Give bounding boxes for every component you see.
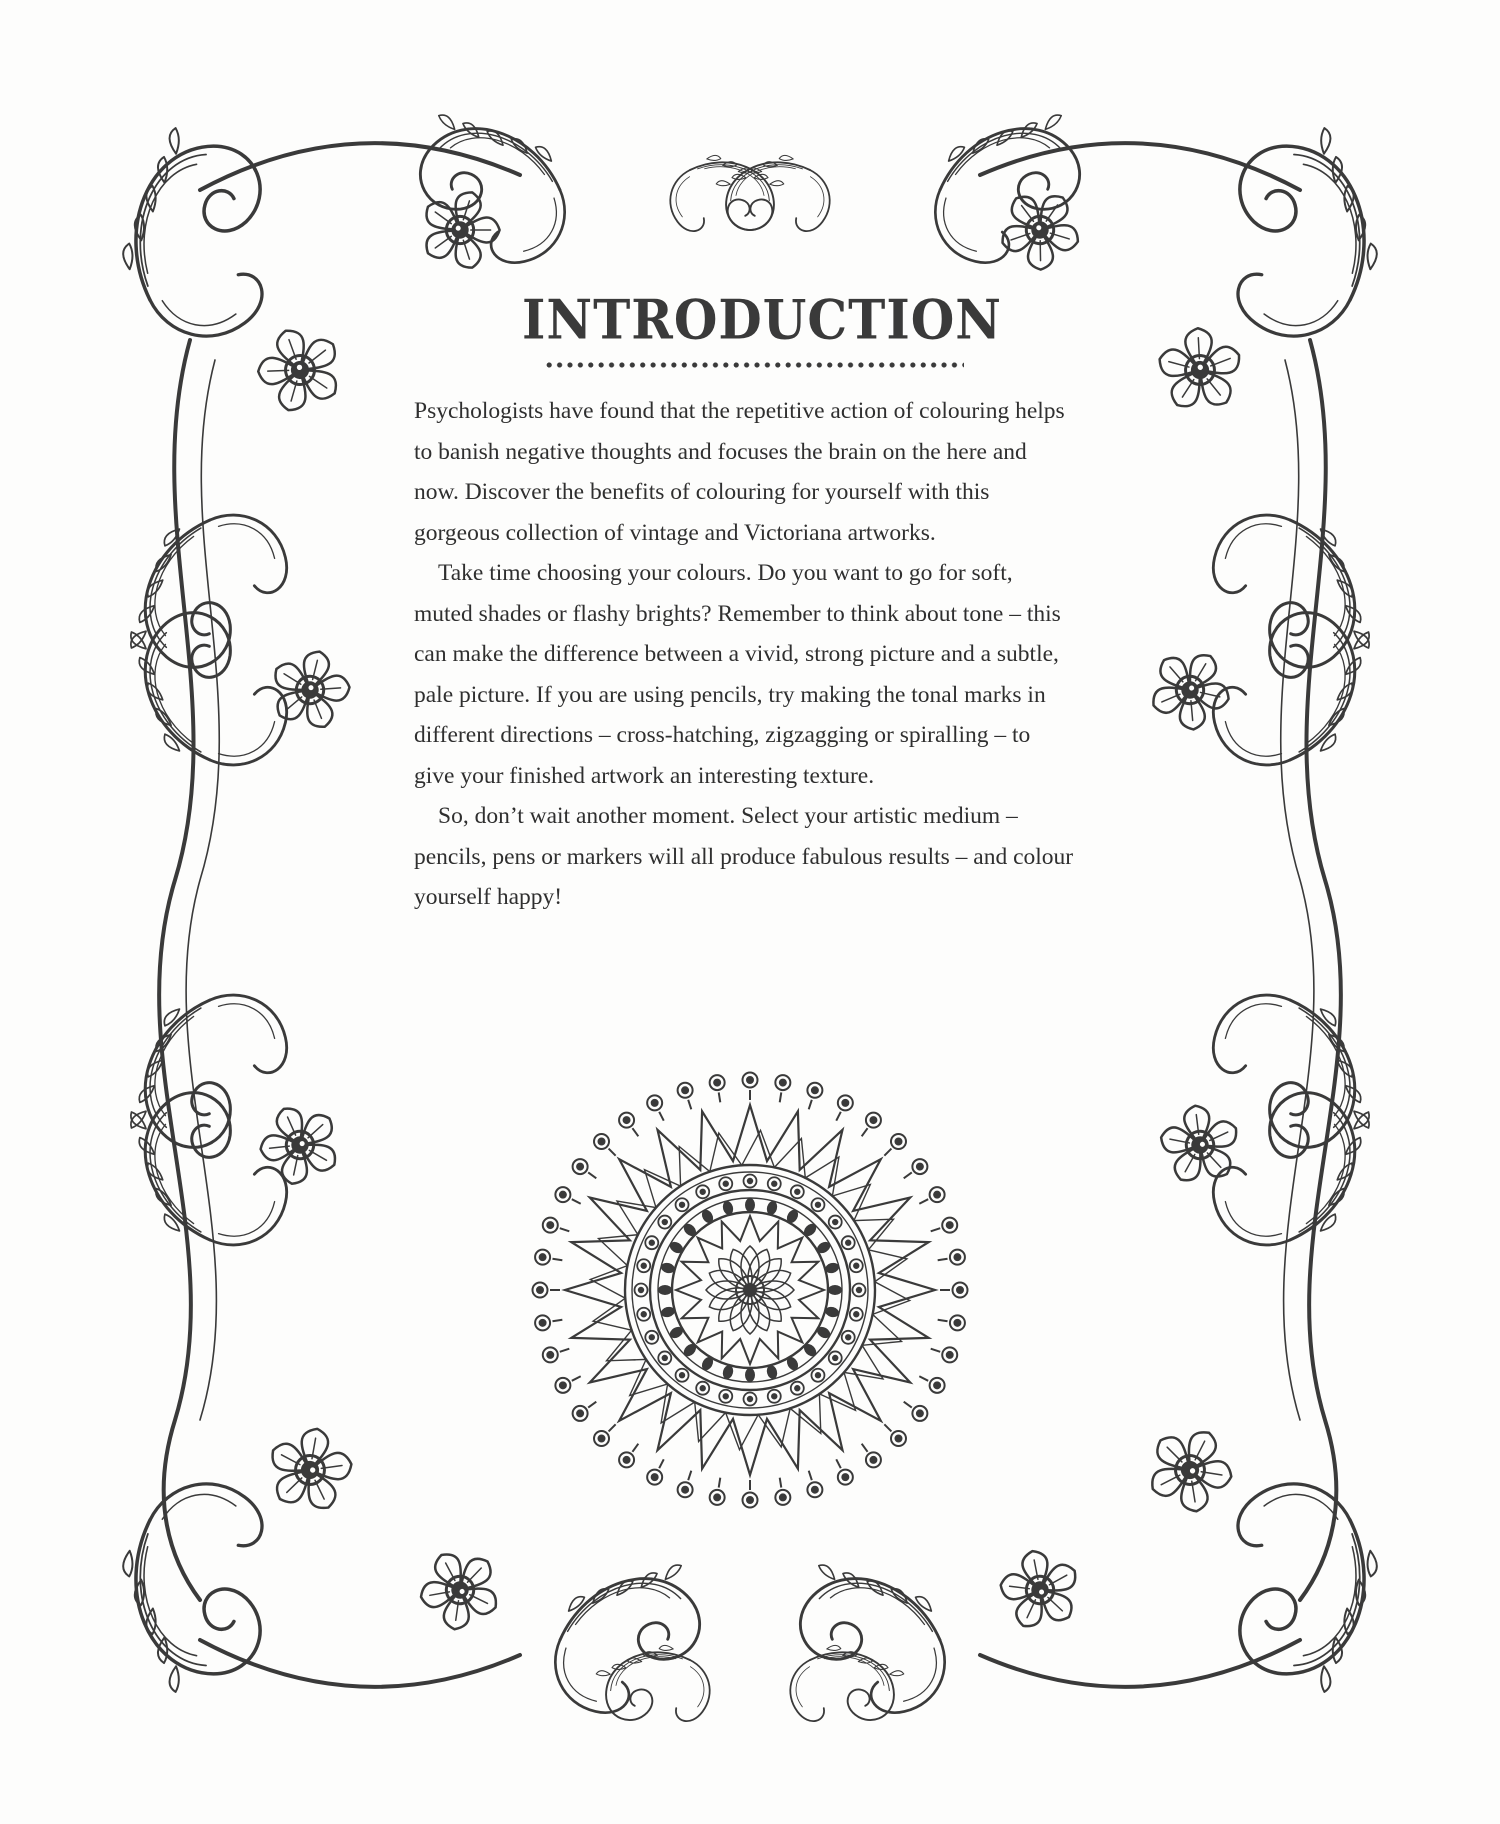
mandala-icon [533,1073,968,1508]
dotted-divider-icon [544,361,964,369]
paragraph-2: Take time choosing your colours. Do you want to go for soft, muted shades or flashy brights? Remember to think about tone – this can make the difference between a vivid, strong picture and a subtle, pale picture. If you are using pencils, try making the tonal marks in different directions – cross-hatching, zigzagging or spiralling – to give your finished artwork an interesting texture. [414,560,1061,789]
paragraph-3: So, don’t wait another moment. Select your artistic medium – pencils, pens or markers will all produce fabulous results – and colour yourself happy! [414,803,1074,910]
paragraph-1: Psychologists have found that the repetitive action of colouring helps to banish negative thoughts and focuses the brain on the here and now. Discover the benefits of colouring for yourself with this gorgeous collection of vintage and Victoriana artworks. [414,398,1065,546]
page-title: INTRODUCTION [521,287,1003,352]
intro-text-block [414,287,1074,918]
